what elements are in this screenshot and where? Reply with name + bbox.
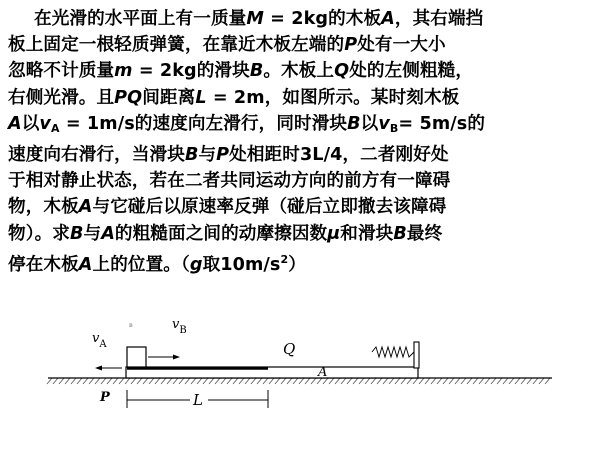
hatch-stroke: [137, 378, 142, 384]
hatch-stroke: [209, 378, 214, 384]
italic-symbol: P: [216, 145, 230, 166]
problem-line: [8, 58, 594, 84]
hatch-stroke: [257, 378, 262, 384]
italic-symbol: A: [78, 254, 93, 275]
text-run: 与: [83, 223, 102, 244]
italic-symbol: B: [393, 223, 407, 244]
hatch-stroke: [197, 378, 202, 384]
hatch-stroke: [437, 378, 442, 384]
hatch-stroke: [245, 378, 250, 384]
ground-hatching: [47, 378, 550, 384]
hatch-stroke: [149, 378, 154, 384]
va-label: $v_A$: [92, 331, 107, 350]
spring: [372, 347, 414, 357]
hatch-stroke: [365, 378, 370, 384]
hatch-stroke: [389, 378, 394, 384]
hatch-stroke: [449, 378, 454, 384]
italic-symbol: B: [347, 113, 361, 134]
hatch-stroke: [371, 378, 376, 384]
hatch-stroke: [287, 378, 292, 384]
hatch-stroke: [191, 378, 196, 384]
hatch-stroke: [479, 378, 484, 384]
text-run: 忽略不计质量: [8, 61, 115, 82]
hatch-stroke: [203, 378, 208, 384]
hatch-stroke: [335, 378, 340, 384]
italic-symbol: v: [378, 113, 390, 134]
hatch-stroke: [71, 378, 76, 384]
hatch-stroke: [143, 378, 148, 384]
hatch-stroke: [251, 378, 256, 384]
hatch-stroke: [407, 378, 412, 384]
hatch-stroke: [377, 378, 382, 384]
superscript: 2: [280, 252, 289, 266]
hatch-stroke: [473, 378, 478, 384]
text-run: 处相距时3L/4，二者刚好处: [229, 145, 449, 166]
text-run: 以: [21, 113, 40, 134]
hatch-stroke: [461, 378, 466, 384]
hatch-stroke: [431, 378, 436, 384]
hatch-stroke: [269, 378, 274, 384]
italic-symbol: L: [195, 87, 207, 108]
text-run: 与它碰后以原速率反弹（碰后立即撤去该障碍: [92, 197, 447, 218]
hatch-stroke: [173, 378, 178, 384]
problem-line: [8, 32, 594, 58]
text-run: 的粗糙面之间的动摩擦因数: [114, 223, 328, 244]
hatch-stroke: [359, 378, 364, 384]
text-run: = 1m/s的速度向左滑行，同时滑块: [59, 113, 348, 134]
problem-line: [8, 194, 594, 220]
p-label: P: [100, 390, 110, 405]
text-run: 上的位置。（: [92, 254, 190, 275]
hatch-stroke: [539, 378, 544, 384]
italic-symbol: M: [246, 9, 264, 29]
hatch-stroke: [293, 378, 298, 384]
problem-line: [8, 247, 594, 278]
hatch-stroke: [275, 378, 280, 384]
text-run: 板上固定一根轻质弹簧，在靠近木板左端的: [8, 35, 345, 56]
problem-line: [8, 168, 594, 194]
vb-label: $v_B$: [172, 317, 187, 336]
text-run: ，其右端挡: [394, 9, 484, 29]
hatch-stroke: [131, 378, 136, 384]
hatch-stroke: [311, 378, 316, 384]
hatch-stroke: [185, 378, 190, 384]
hatch-stroke: [227, 378, 232, 384]
text-run: 在光滑的水平面上有一质量: [34, 9, 247, 29]
subscript: B: [389, 121, 399, 135]
hatch-stroke: [281, 378, 286, 384]
problem-line: [8, 85, 594, 111]
text-run: 取10m/s: [202, 254, 281, 275]
hatch-stroke: [125, 378, 130, 384]
block-b-label: B: [129, 323, 133, 329]
italic-symbol: PQ: [114, 87, 143, 108]
hatch-stroke: [239, 378, 244, 384]
hatch-stroke: [341, 378, 346, 384]
hatch-stroke: [95, 378, 100, 384]
hatch-stroke: [299, 378, 304, 384]
text-run: 处有一大小: [357, 35, 446, 56]
text-run: 间距离: [142, 87, 196, 108]
hatch-stroke: [77, 378, 82, 384]
hatch-stroke: [101, 378, 106, 384]
text-run: 于相对静止状态，若在二者共同运动方向的前方有一障碍: [8, 171, 451, 192]
hatch-stroke: [383, 378, 388, 384]
a-label: A: [318, 365, 328, 380]
hatch-stroke: [83, 378, 88, 384]
hatch-stroke: [113, 378, 118, 384]
text-run: 物）。求: [8, 223, 70, 244]
stop-plate: [414, 342, 419, 368]
italic-symbol: B: [249, 61, 264, 82]
text-run: = 2kg的滑块: [132, 61, 250, 82]
hatch-stroke: [329, 378, 334, 384]
hatch-stroke: [155, 378, 160, 384]
q-label: Q: [283, 340, 296, 358]
text-run: 停在木板: [8, 254, 79, 275]
block-b: [127, 347, 146, 367]
hatch-stroke: [443, 378, 448, 384]
hatch-stroke: [497, 378, 502, 384]
text-run: 右侧光滑。且: [8, 87, 115, 108]
text-run: 最终: [406, 223, 443, 244]
italic-symbol: v: [39, 113, 51, 134]
text-run: 速度向右滑行，当滑块: [8, 145, 185, 166]
va-arrow-head: [95, 366, 102, 371]
italic-symbol: A: [381, 9, 395, 29]
italic-symbol: m: [114, 61, 133, 82]
l-label: L: [193, 391, 203, 409]
text-run: ）: [288, 254, 306, 275]
hatch-stroke: [455, 378, 460, 384]
text-run: = 5m/s的: [398, 113, 486, 134]
hatch-stroke: [545, 378, 550, 384]
italic-symbol: g: [189, 254, 203, 275]
text-run: = 2m，如图所示。某时刻木板: [206, 87, 460, 108]
italic-symbol: Q: [334, 61, 350, 82]
italic-symbol: B: [184, 145, 199, 166]
hatch-stroke: [467, 378, 472, 384]
hatch-stroke: [233, 378, 238, 384]
hatch-stroke: [161, 378, 166, 384]
hatch-stroke: [395, 378, 400, 384]
text-run: 和滑块: [340, 223, 394, 244]
physics-diagram: [0, 300, 600, 450]
hatch-stroke: [65, 378, 70, 384]
problem-line: [8, 6, 594, 32]
hatch-stroke: [401, 378, 406, 384]
italic-symbol: A: [101, 223, 115, 244]
hatch-stroke: [167, 378, 172, 384]
hatch-stroke: [179, 378, 184, 384]
text-run: 与: [198, 145, 217, 166]
text-run: = 2kg的木板: [263, 9, 382, 29]
problem-line: [8, 142, 594, 168]
problem-line: [8, 221, 594, 247]
problem-line: [8, 111, 594, 142]
italic-symbol: A: [8, 113, 22, 134]
hatch-stroke: [53, 378, 58, 384]
hatch-stroke: [419, 378, 424, 384]
italic-symbol: μ: [327, 223, 341, 244]
problem-statement: [8, 6, 594, 278]
hatch-stroke: [503, 378, 508, 384]
hatch-stroke: [221, 378, 226, 384]
italic-symbol: A: [78, 197, 93, 218]
subscript: A: [51, 121, 60, 135]
hatch-stroke: [47, 378, 52, 384]
hatch-stroke: [89, 378, 94, 384]
hatch-stroke: [425, 378, 430, 384]
text-run: 以: [360, 113, 379, 134]
hatch-stroke: [353, 378, 358, 384]
text-run: 。木板上: [263, 61, 335, 82]
hatch-stroke: [347, 378, 352, 384]
vb-arrow-head: [173, 355, 180, 360]
hatch-stroke: [491, 378, 496, 384]
hatch-stroke: [527, 378, 532, 384]
hatch-stroke: [107, 378, 112, 384]
hatch-stroke: [59, 378, 64, 384]
text-run: 处的左侧粗糙，: [349, 61, 474, 82]
hatch-stroke: [533, 378, 538, 384]
hatch-stroke: [215, 378, 220, 384]
hatch-stroke: [305, 378, 310, 384]
text-run: 物，木板: [8, 197, 79, 218]
hatch-stroke: [515, 378, 520, 384]
hatch-stroke: [413, 378, 418, 384]
hatch-stroke: [119, 378, 124, 384]
hatch-stroke: [509, 378, 514, 384]
italic-symbol: B: [69, 223, 84, 244]
italic-symbol: P: [344, 35, 358, 56]
hatch-stroke: [263, 378, 268, 384]
hatch-stroke: [521, 378, 526, 384]
hatch-stroke: [485, 378, 490, 384]
